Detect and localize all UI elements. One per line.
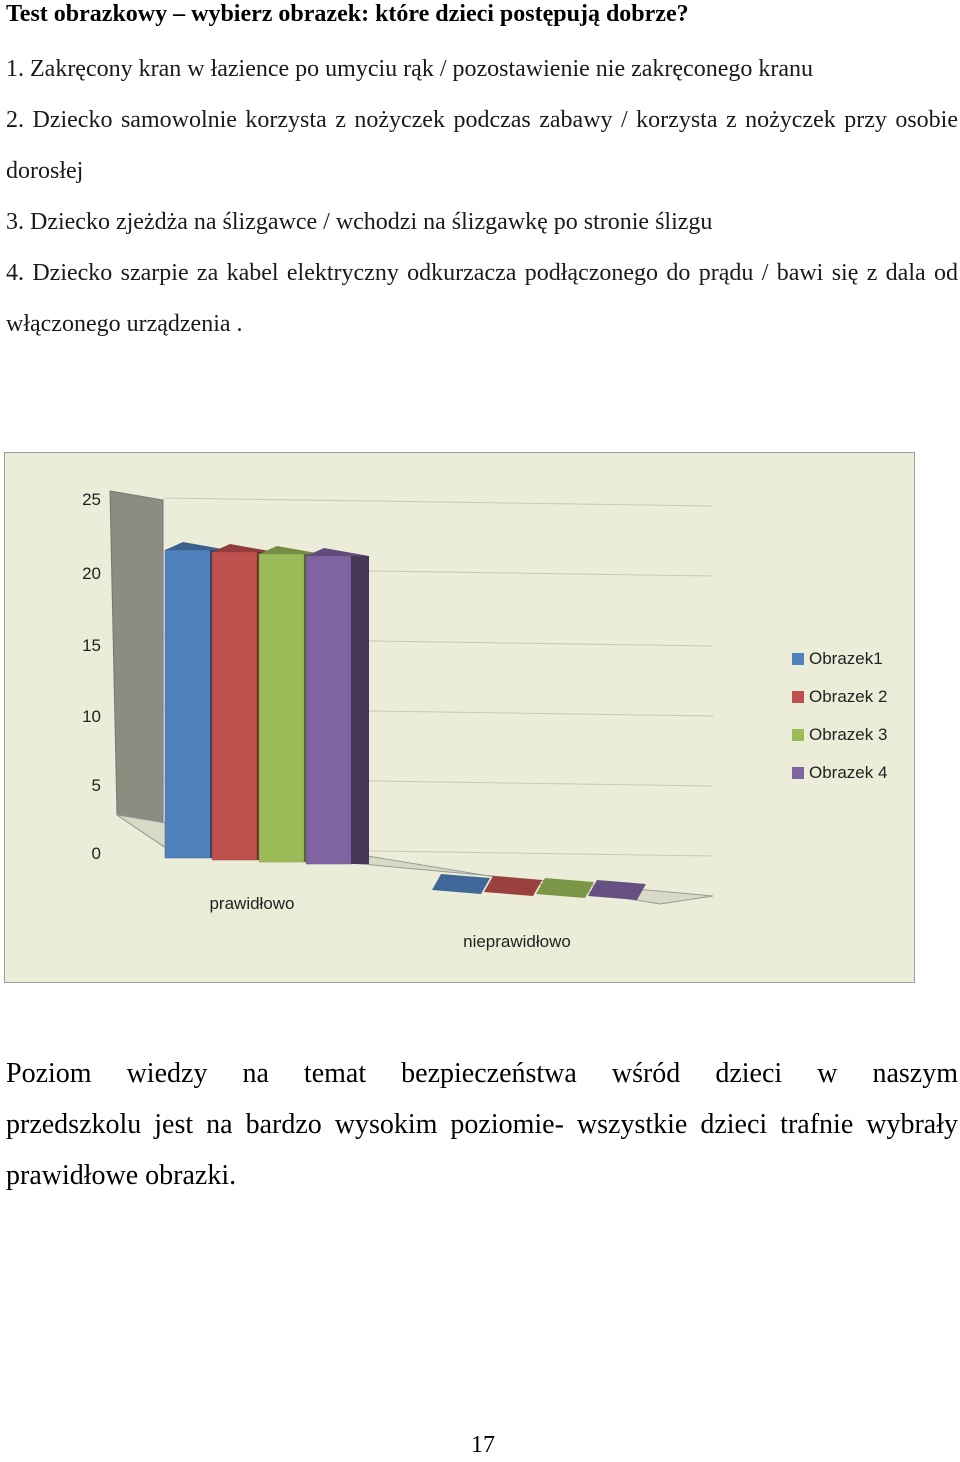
bar-flat (484, 876, 542, 896)
chart-bars (165, 542, 646, 900)
question-text: Zakręcony kran w łazience po umyciu rąk / pozostawienie nie zakręconego kranu (30, 56, 813, 82)
question-item-2 (6, 95, 958, 197)
chart-side-wall (110, 491, 163, 846)
chart-canvas (5, 453, 916, 984)
y-tick-label: 15 (82, 636, 101, 655)
category-label: prawidłowo (209, 894, 295, 913)
chart-y-ticks (82, 490, 101, 863)
bar-top (165, 542, 228, 550)
legend-swatch (792, 767, 804, 779)
y-tick-label: 25 (82, 490, 101, 509)
question-number: 3. (6, 209, 24, 235)
summary-line-2: przedszkolu jest na bardzo wysokim poziomie- wszystkie dzieci trafnie wybrały prawidłowe obrazki. (6, 1109, 958, 1191)
bar-top (306, 548, 369, 556)
legend-swatch (792, 729, 804, 741)
legend-swatch (792, 653, 804, 665)
question-number: 1. (6, 56, 24, 82)
y-tick-label: 5 (91, 776, 101, 795)
bar-top (212, 544, 275, 552)
chart-legend (792, 649, 887, 782)
question-number: 2. (6, 107, 24, 133)
page-number: 17 (471, 1432, 495, 1458)
legend-label: Obrazek1 (809, 649, 883, 668)
question-text: Dziecko szarpie za kabel elektryczny odkurzacza podłączonego do prądu / bawi się z dala od włączonego urządzenia . (6, 260, 958, 337)
bar-side (351, 556, 369, 864)
bar-front (306, 556, 351, 864)
question-text: Dziecko samowolnie korzysta z nożyczek podczas zabawy / korzysta z nożyczek przy osobie dorosłej (6, 107, 958, 184)
category-label: nieprawidłowo (463, 932, 571, 951)
legend-label: Obrazek 3 (809, 725, 888, 744)
legend-swatch (792, 691, 804, 703)
legend-label: Obrazek 4 (809, 763, 888, 782)
results-chart (4, 452, 915, 983)
bar-flat (588, 880, 646, 900)
bar-front (212, 552, 257, 860)
bar-front (259, 554, 304, 862)
summary-paragraph (6, 1048, 958, 1201)
question-item-4 (6, 248, 958, 350)
question-item-1 (6, 44, 958, 95)
summary-line-1: Poziom wiedzy na temat bezpieczeństwa wśród dzieci w naszym (6, 1058, 958, 1089)
y-tick-label: 20 (82, 564, 101, 583)
bar-front (165, 550, 210, 858)
bar-top (259, 546, 322, 554)
question-item-3 (6, 197, 958, 248)
legend-label: Obrazek 2 (809, 687, 888, 706)
question-text: Dziecko zjeżdża na ślizgawce / wchodzi na ślizgawkę po stronie ślizgu (30, 209, 713, 235)
question-list (6, 44, 958, 350)
y-tick-label: 10 (82, 707, 101, 726)
question-number: 4. (6, 260, 24, 286)
chart-categories (209, 894, 570, 951)
bar-flat (432, 874, 490, 894)
test-title: Test obrazkowy – wybierz obrazek: które dzieci postępują dobrze? (6, 1, 689, 27)
gridline (163, 498, 713, 506)
bar-flat (536, 878, 594, 898)
y-tick-label: 0 (91, 844, 101, 863)
